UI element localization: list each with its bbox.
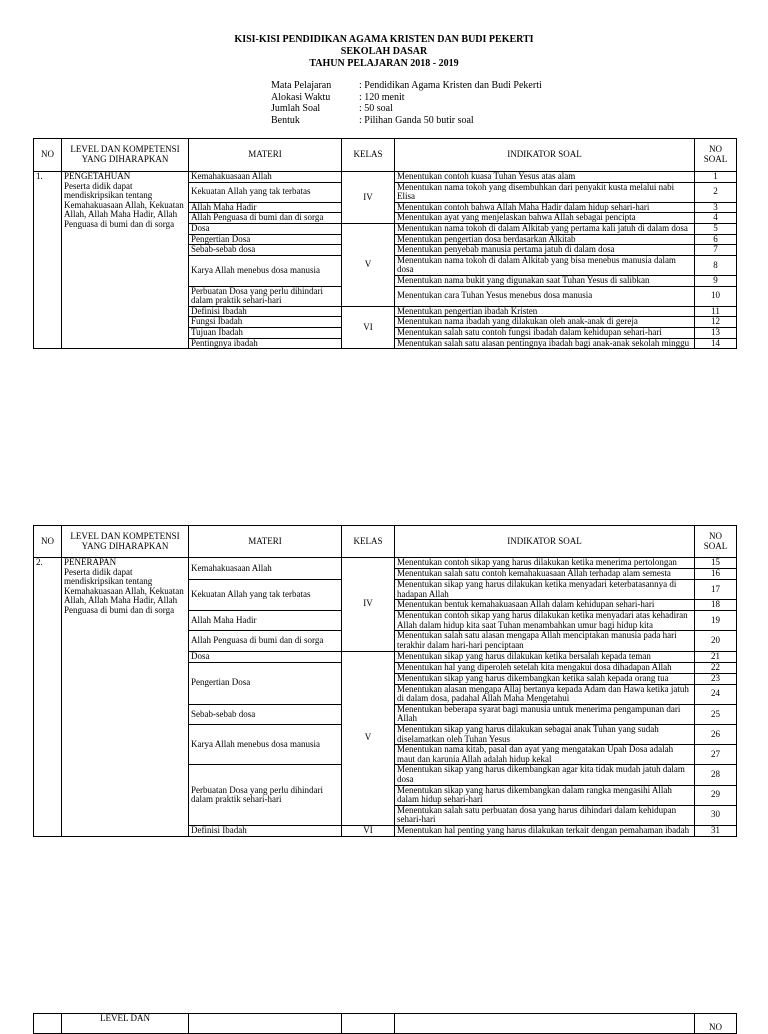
materi-cell: Perbuatan Dosa yang perlu dihindari dalam praktik sehari-hari (189, 765, 342, 826)
nosoal-cell: 6 (695, 234, 737, 245)
materi-cell: Allah Maha Hadir (189, 611, 342, 631)
materi-cell: Tujuan Ibadah (189, 327, 342, 338)
indikator-cell: Menentukan sikap yang harus dikembangkan agar kita tidak mudah jatuh dalam dosa (395, 765, 695, 785)
nosoal-cell: 30 (695, 805, 737, 825)
materi-cell: Pentingnya ibadah (189, 338, 342, 349)
header-kelas: KELAS (342, 526, 395, 558)
row-number: 1. (34, 172, 62, 349)
materi-cell: Sebab-sebab dosa (189, 245, 342, 256)
header-no: NO (34, 526, 62, 558)
indikator-cell: Menentukan beberapa syarat bagi manusia untuk menerima pengampunan dari Allah (395, 704, 695, 724)
header-indikator: INDIKATOR SOAL (395, 526, 695, 558)
indikator-cell: Menentukan nama ibadah yang dilakukan oleh anak-anak di gereja (395, 317, 695, 328)
meta-row (271, 80, 542, 92)
indikator-cell: Menentukan bentuk kemahakuasaan Allah dalam kehidupan sehari-hari (395, 600, 695, 611)
nosoal-cell: 12 (695, 317, 737, 328)
indikator-cell: Menentukan sikap yang harus dikembangkan dalam rangka mengasihi Allah dalam hidup sehari-hari (395, 785, 695, 805)
indikator-cell: Menentukan contoh kuasa Tuhan Yesus atas alam (395, 172, 695, 183)
nosoal-cell: 21 (695, 651, 737, 662)
materi-cell: Dosa (189, 651, 342, 662)
nosoal-cell: 23 (695, 673, 737, 684)
indikator-cell: Menentukan pengertian dosa berdasarkan Alkitab (395, 234, 695, 245)
document-header (0, 34, 768, 70)
materi-cell: Karya Allah menebus dosa manusia (189, 724, 342, 764)
nosoal-cell: 4 (695, 213, 737, 224)
level-description: Peserta didik dapat mendiskripsikan tentang Kemahakuasaan Allah, Kekuatan Allah, Allah Maha Hadir, Allah Penguasa di bumi dan di sorga (64, 180, 184, 229)
header-nosoal-partial: NO (695, 1014, 737, 1034)
header-level: LEVEL DAN KOMPETENSI YANG DIHARAPKAN (62, 526, 189, 558)
materi-cell: Allah Maha Hadir (189, 202, 342, 213)
nosoal-cell: 20 (695, 631, 737, 651)
nosoal-cell: 15 (695, 558, 737, 569)
nosoal-cell: 2 (695, 182, 737, 202)
nosoal-cell: 22 (695, 662, 737, 673)
meta-row (271, 92, 542, 104)
meta-value: : 50 soal (359, 103, 393, 114)
materi-cell: Allah Penguasa di bumi dan di sorga (189, 213, 342, 224)
indikator-cell: Menentukan nama tokoh di dalam Alkitab yang pertama kali jatuh di dalam dosa (395, 223, 695, 234)
nosoal-cell: 24 (695, 684, 737, 704)
meta-row (271, 103, 542, 115)
header-level: LEVEL DAN KOMPETENSI YANG DIHARAPKAN (62, 139, 189, 172)
nosoal-cell: 13 (695, 327, 737, 338)
indikator-cell: Menentukan sikap yang harus dikembangkan ketika salah kepada orang tua (395, 673, 695, 684)
kelas-cell: VI (342, 825, 395, 836)
materi-cell: Pengertian Dosa (189, 234, 342, 245)
indikator-cell: Menentukan contoh bahwa Allah Maha Hadir dalam hidup sehari-hari (395, 202, 695, 213)
materi-cell: Definisi Ibadah (189, 306, 342, 317)
materi-cell: Kemahakuasaan Allah (189, 558, 342, 580)
nosoal-cell: 31 (695, 825, 737, 836)
materi-cell: Fungsi Ibadah (189, 317, 342, 328)
kelas-cell: V (342, 651, 395, 825)
nosoal-cell: 17 (695, 580, 737, 600)
nosoal-cell: 3 (695, 202, 737, 213)
nosoal-cell: 14 (695, 338, 737, 349)
kelas-cell: VI (342, 306, 395, 348)
indikator-cell: Menentukan sikap yang harus dilakukan sebagai anak Tuhan yang sudah diselamatkan oleh Tuhan Yesus (395, 724, 695, 744)
materi-cell: Dosa (189, 223, 342, 234)
meta-key: Mata Pelajaran (271, 80, 332, 91)
meta-key: Bentuk (271, 114, 300, 126)
materi-cell: Allah Penguasa di bumi dan di sorga (189, 631, 342, 651)
meta-value: : Pilihan Ganda 50 butir soal (359, 114, 474, 126)
row-number: 2. (34, 558, 62, 837)
nosoal-cell: 29 (695, 785, 737, 805)
indikator-cell: Menentukan ayat yang menjelaskan bahwa Allah sebagai pencipta (395, 213, 695, 224)
nosoal-cell: 1 (695, 172, 737, 183)
title-line-3: TAHUN PELAJARAN 2018 - 2019 (309, 58, 459, 69)
header-indikator: INDIKATOR SOAL (395, 139, 695, 172)
nosoal-cell: 27 (695, 745, 737, 765)
kisi-kisi-table-penerapan (33, 525, 737, 837)
nosoal-cell: 10 (695, 286, 737, 306)
indikator-cell: Menentukan salah satu alasan pentingnya ibadah bagi anak-anak sekolah minggu (395, 338, 695, 349)
header-nosoal: NO SOAL (695, 139, 737, 172)
materi-cell: Karya Allah menebus dosa manusia (189, 255, 342, 286)
indikator-cell: Menentukan alasan mengapa Allaj bertanya kepada Adam dan Hawa ketika jatuh di dalam dosa, padahal Allah Maha Mengetahui (395, 684, 695, 704)
kelas-cell: V (342, 223, 395, 306)
indikator-cell: Menentukan nama tokoh di dalam Alkitab yang bisa menebus manusia dalam dosa (395, 255, 695, 275)
header-kelas: KELAS (342, 139, 395, 172)
header-no: NO (34, 139, 62, 172)
kisi-kisi-table-pengetahuan (33, 138, 737, 349)
indikator-cell: Menentukan nama kitab, pasal dan ayat yang mengatakan Upah Dosa adalah maut dan karunia Allah adalah hidup kekal (395, 745, 695, 765)
indikator-cell: Menentukan hal penting yang harus dilakukan terkait dengan pemahaman ibadah (395, 825, 695, 836)
nosoal-cell: 28 (695, 765, 737, 785)
header-materi: MATERI (189, 526, 342, 558)
materi-cell: Sebab-sebab dosa (189, 704, 342, 724)
materi-cell: Pengertian Dosa (189, 662, 342, 704)
meta-row (271, 115, 542, 127)
indikator-cell: Menentukan hal yang diperoleh setelah kita mengakui dosa dihadapan Allah (395, 662, 695, 673)
subject-info (271, 80, 542, 126)
materi-cell: Kekuatan Allah yang tak terbatas (189, 182, 342, 202)
title-line-2: SEKOLAH DASAR (340, 46, 428, 57)
header-level-partial: LEVEL DAN (62, 1014, 189, 1034)
materi-cell: Kekuatan Allah yang tak terbatas (189, 580, 342, 611)
indikator-cell: Menentukan sikap yang harus dilakukan ketika menyadari keterbatasannya di hadapan Allah (395, 580, 695, 600)
level-title: PENERAPAN (64, 557, 117, 567)
nosoal-cell: 16 (695, 569, 737, 580)
title-line-1: KISI-KISI PENDIDIKAN AGAMA KRISTEN DAN BUDI PEKERTI (234, 34, 534, 45)
nosoal-cell: 7 (695, 245, 737, 256)
kelas-cell: IV (342, 172, 395, 224)
indikator-cell: Menentukan salah satu contoh kemahakuasaan Allah terhadap alam semesta (395, 569, 695, 580)
meta-value: : Pendidikan Agama Kristen dan Budi Pekerti (359, 80, 542, 91)
nosoal-cell: 26 (695, 724, 737, 744)
materi-cell: Kemahakuasaan Allah (189, 172, 342, 183)
indikator-cell: Menentukan salah satu perbuatan dosa yang harus dihindari dalam kehidupan sehari-hari (395, 805, 695, 825)
materi-cell: Definisi Ibadah (189, 825, 342, 836)
header-nosoal: NO SOAL (695, 526, 737, 558)
meta-key: Jumlah Soal (271, 103, 321, 114)
nosoal-cell: 5 (695, 223, 737, 234)
indikator-cell: Menentukan contoh sikap yang harus dilakukan ketika menyadari atas kehadiran Allah dalam hidup kita saat Tuhan menambahkan umur bagi hidup kita (395, 611, 695, 631)
indikator-cell: Menentukan pengertian ibadah Kristen (395, 306, 695, 317)
indikator-cell: Menentukan salah satu contoh fungsi ibadah dalam kehidupan sehari-hari (395, 327, 695, 338)
indikator-cell: Menentukan cara Tuhan Yesus menebus dosa manusia (395, 286, 695, 306)
level-cell (62, 558, 189, 837)
meta-key: Alokasi Waktu (271, 91, 331, 103)
indikator-cell: Menentukan nama bukit yang digunakan saat Tuhan Yesus di salibkan (395, 275, 695, 286)
indikator-cell: Menentukan salah satu alasan mengapa Allah menciptakan manusia pada hari terakhir dalam hari-hari penciptaan (395, 631, 695, 651)
materi-cell: Perbuatan Dosa yang perlu dihindari dalam praktik sehari-hari (189, 286, 342, 306)
level-cell (62, 172, 189, 349)
nosoal-cell: 9 (695, 275, 737, 286)
indikator-cell: Menentukan nama tokoh yang disembuhkan dari penyakit kusta melalui nabi Elisa (395, 182, 695, 202)
nosoal-cell: 25 (695, 704, 737, 724)
header-materi: MATERI (189, 139, 342, 172)
indikator-cell: Menentukan contoh sikap yang harus dilakukan ketika menerima pertolongan (395, 558, 695, 569)
nosoal-cell: 8 (695, 255, 737, 275)
indikator-cell: Menentukan sikap yang harus dilakukan ketika bersalah kepada teman (395, 651, 695, 662)
kelas-cell: IV (342, 558, 395, 652)
indikator-cell: Menentukan penyebab manusia pertama jatuh di dalam dosa (395, 245, 695, 256)
nosoal-cell: 11 (695, 306, 737, 317)
nosoal-cell: 19 (695, 611, 737, 631)
meta-value: : 120 menit (359, 91, 405, 103)
nosoal-cell: 18 (695, 600, 737, 611)
level-title: PENGETAHUAN (64, 171, 131, 181)
level-description: Peserta didik dapat mendiskripsikan tentang Kemahakuasaan Allah, Kekuatan Allah, Allah Maha Hadir, Allah Penguasa di bumi dan di sorga (64, 566, 184, 615)
